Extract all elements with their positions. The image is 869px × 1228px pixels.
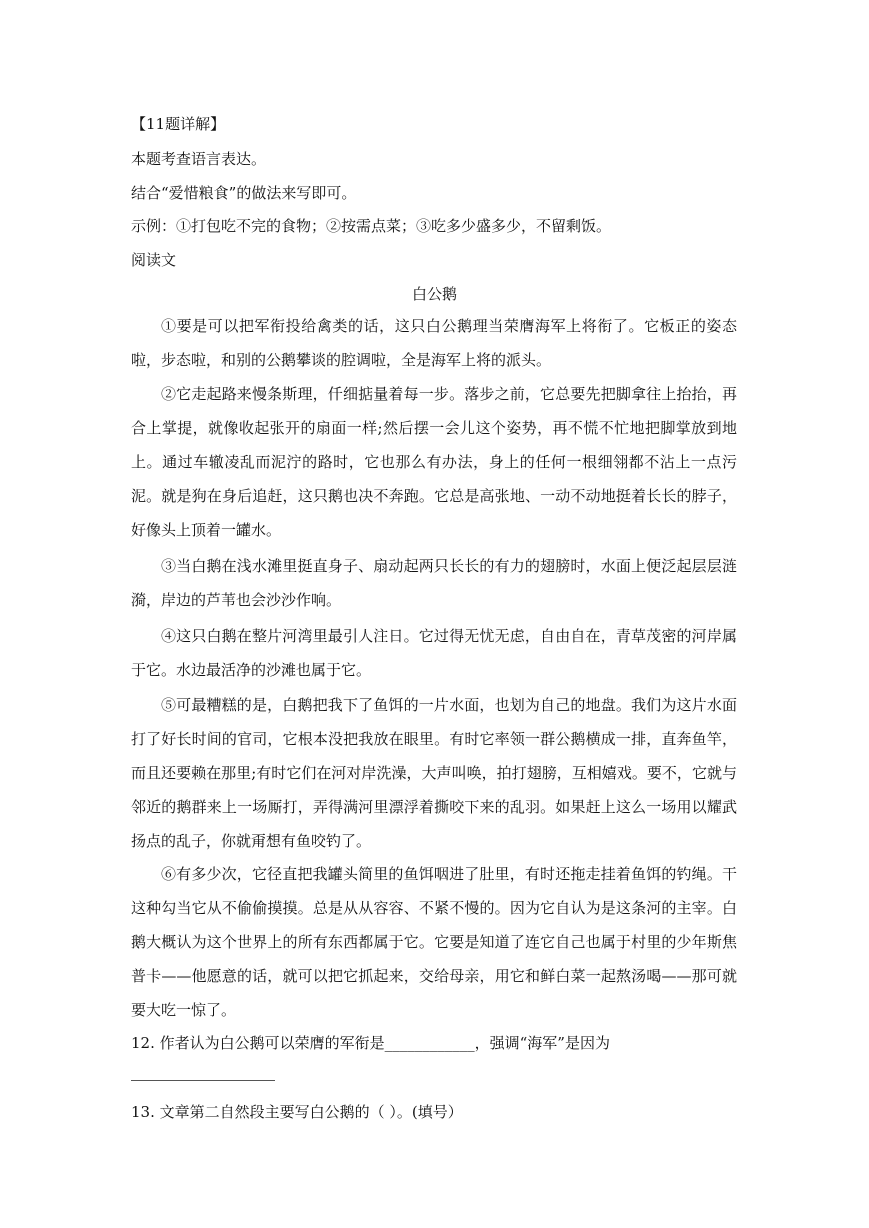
explanation-line-2: 结合“爱惜粮食”的做法来写即可。 (131, 184, 357, 202)
question-12: 12. 作者认为白公鹅可以荣膺的军衔是____________，强调“海军”是因为 (131, 1034, 610, 1052)
explanation-line-1: 本题考查语言表达。 (131, 150, 267, 168)
explanation-example: 示例：①打包吃不完的食物；②按需点菜；③吃多少盛多少，不留剩饭。 (131, 217, 612, 235)
article-paragraph-4: ④这只白鹅在整片河湾里最引人注日。它过得无忧无虑，自由自在，青草茂密的河岸属于它。水边最活净的沙滩也属于它。 (131, 627, 737, 679)
article-paragraph-3: ③当白鹅在浅水滩里挺直身子、扇动起两只长长的有力的翅膀时，水面上便泛起层层涟漪，岸边的芦苇也会沙沙作响。 (131, 557, 737, 609)
article-title: 白公鹅 (411, 285, 457, 303)
question-13: 13. 文章第二自然段主要写白公鹅的（ ）。(填号） (131, 1103, 463, 1121)
detail-heading: 【11题详解】 (131, 115, 226, 133)
article-paragraph-6: ⑥有多少次，它径直把我罐头简里的鱼饵咽进了肚里，有时还拖走挂着鱼饵的钓绳。干这种勾当它从不偷偷摸摸。总是从从容容、不紧不慢的。因为它自认为是这条河的主宰。白鹅大概认为这个世界上的所有东西都属于它。它要是知道了连它自己也属于村里的少年斯焦普卡——他愿意的话，就可以把它抓起来，交给母亲，用它和鲜白菜一起熬汤喝——那可就要大吃一惊了。 (131, 865, 737, 1019)
reading-label: 阅读文 (131, 251, 177, 269)
article-paragraph-5: ⑤可最糟糕的是，白鹅把我下了鱼饵的一片水面，也划为自己的地盘。我们为这片水面打了好长时间的官司，它根本没把我放在眼里。有时它率领一群公鹅横成一排，直奔鱼竿，而且还要赖在那里;有时它们在河对岸洗澡，大声叫唤，拍打翅膀，互相嬉戏。要不，它就与邻近的鹅群来上一场厮打，弄得满河里漂浮着撕咬下来的乱羽。如果赶上这么一场用以耀武扬点的乱子，你就甭想有鱼咬钓了。 (131, 696, 737, 850)
answer-blank-line (131, 1080, 275, 1081)
article-paragraph-1: ①要是可以把军衔投给禽类的话，这只白公鹅理当荣膺海军上将衔了。它板正的姿态啦，步态啦，和别的公鹅攀谈的腔调啦，全是海军上将的派头。 (131, 317, 737, 369)
article-paragraph-2: ②它走起路来慢条斯理，仟细掂量着每一步。落步之前，它总要先把脚拿往上抬抬，再合上掌提，就像收起张开的扇面一样;然后摆一会儿这个姿势，再不慌不忙地把脚掌放到地上。通过车辙凌乱而泥泞的路时，它也那么有办法，身上的任何一根细翎都不沾上一点污泥。就是狗在身后追赶，这只鹅也决不奔跑。它总是高张地、一动不动地挺着长长的脖子，好像头上顶着一罐水。 (131, 385, 737, 539)
